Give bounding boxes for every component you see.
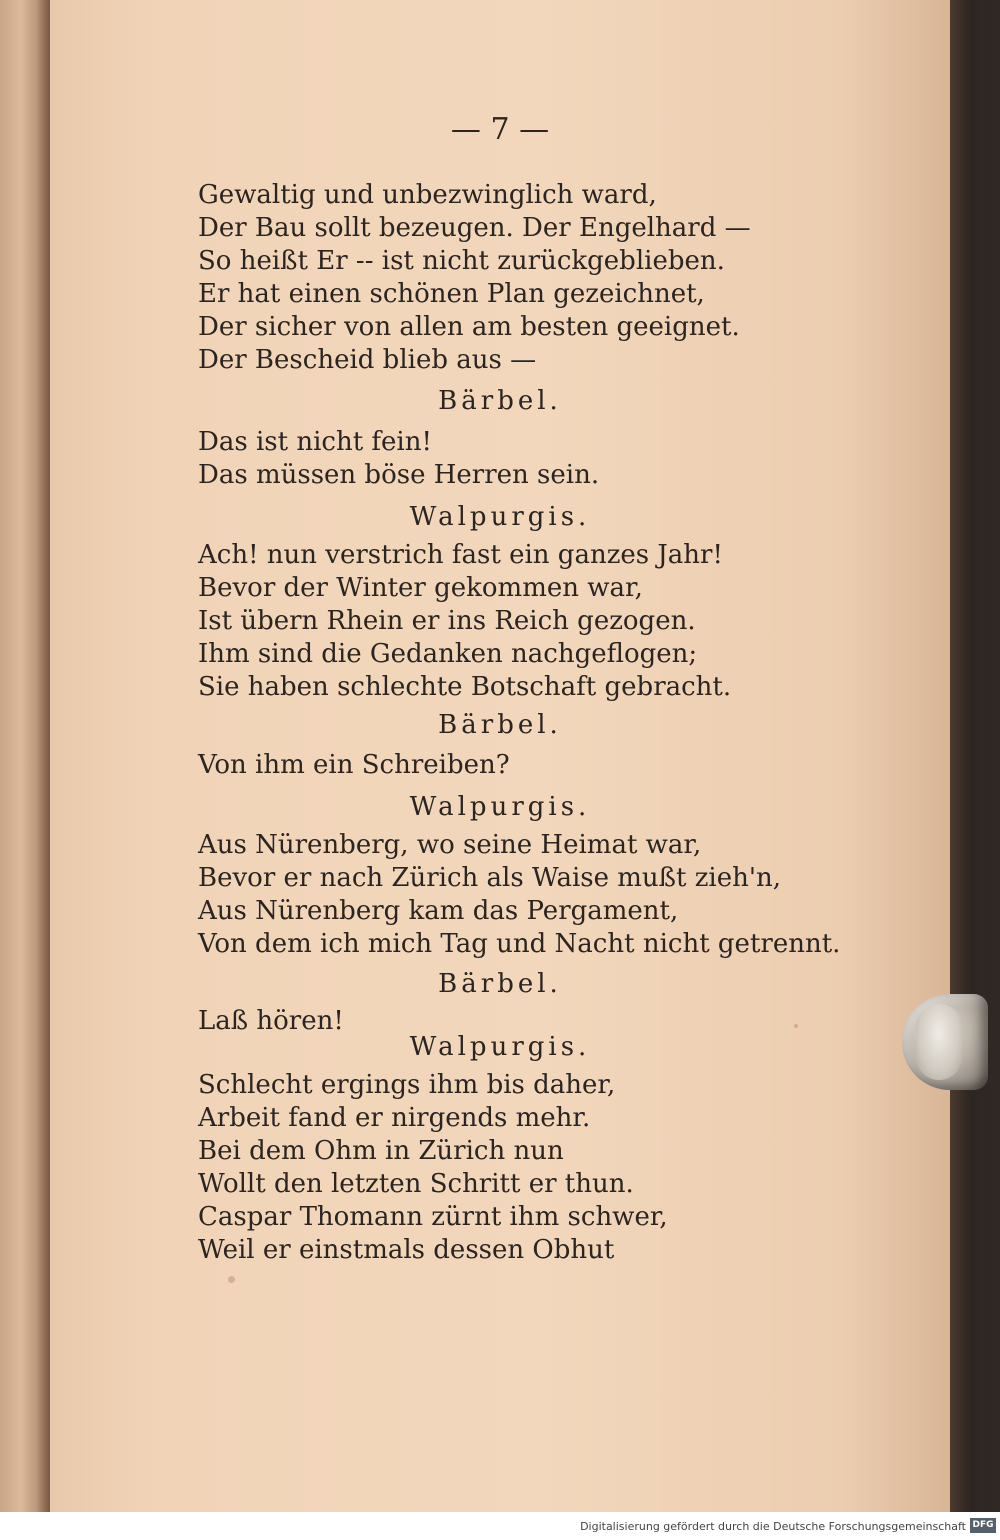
speaker-name: Bärbel. bbox=[438, 710, 562, 740]
verse-line: Das ist nicht fein! bbox=[198, 427, 432, 457]
paper-spot bbox=[794, 1024, 798, 1028]
verse-line: Der Bau sollt bezeugen. Der Engelhard — bbox=[198, 213, 751, 243]
speaker-name: Bärbel. bbox=[438, 969, 562, 999]
verse-line: Von dem ich mich Tag und Nacht nicht getrennt. bbox=[198, 929, 841, 959]
clip-highlight bbox=[916, 1004, 962, 1080]
footer-credit: Digitalisierung gefördert durch die Deutsche Forschungsgemeinschaft bbox=[580, 1520, 966, 1533]
verse-line: Der Bescheid blieb aus — bbox=[198, 345, 537, 375]
verse-line: Aus Nürenberg, wo seine Heimat war, bbox=[198, 830, 702, 860]
verse-line: Caspar Thomann zürnt ihm schwer, bbox=[198, 1202, 668, 1232]
verse-line: Ist übern Rhein er ins Reich gezogen. bbox=[198, 606, 696, 636]
speaker-name: Walpurgis. bbox=[409, 792, 591, 822]
verse-line: Der sicher von allen am besten geeignet. bbox=[198, 312, 740, 342]
footer-bar bbox=[0, 1512, 1000, 1540]
verse-line: Ach! nun verstrich fast ein ganzes Jahr! bbox=[198, 540, 723, 570]
dfg-logo: DFG bbox=[970, 1518, 996, 1533]
verse-line: Er hat einen schönen Plan gezeichnet, bbox=[198, 279, 705, 309]
verse-line: Bevor er nach Zürich als Waise mußt zieh'n, bbox=[198, 863, 782, 893]
scan-background-strip bbox=[950, 0, 1000, 1512]
paper-spot bbox=[228, 1276, 235, 1283]
speaker-name: Walpurgis. bbox=[409, 502, 591, 532]
verse-line: Bei dem Ohm in Zürich nun bbox=[198, 1136, 564, 1166]
verse-line: Das müssen böse Herren sein. bbox=[198, 460, 600, 490]
verse-line: Ihm sind die Gedanken nachgeflogen; bbox=[198, 639, 698, 669]
verse-line: Sie haben schlechte Botschaft gebracht. bbox=[198, 672, 732, 702]
page-number: — 7 — bbox=[450, 112, 550, 147]
speaker-name: Bärbel. bbox=[438, 386, 562, 416]
plastic-page-clip bbox=[902, 994, 988, 1090]
verse-line: Laß hören! bbox=[198, 1006, 344, 1036]
verse-line: So heißt Er -- ist nicht zurückgeblieben. bbox=[198, 246, 725, 276]
verse-line: Gewaltig und unbezwinglich ward, bbox=[198, 180, 657, 210]
verse-line: Weil er einstmals dessen Obhut bbox=[198, 1235, 615, 1265]
speaker-name: Walpurgis. bbox=[409, 1032, 591, 1062]
verse-line: Bevor der Winter gekommen war, bbox=[198, 573, 643, 603]
verse-line: Aus Nürenberg kam das Pergament, bbox=[198, 896, 679, 926]
verse-line: Arbeit fand er nirgends mehr. bbox=[198, 1103, 591, 1133]
verse-line: Von ihm ein Schreiben? bbox=[198, 750, 510, 780]
verse-line: Wollt den letzten Schritt er thun. bbox=[198, 1169, 634, 1199]
book-page bbox=[50, 0, 950, 1512]
verse-line: Schlecht ergings ihm bis daher, bbox=[198, 1070, 616, 1100]
